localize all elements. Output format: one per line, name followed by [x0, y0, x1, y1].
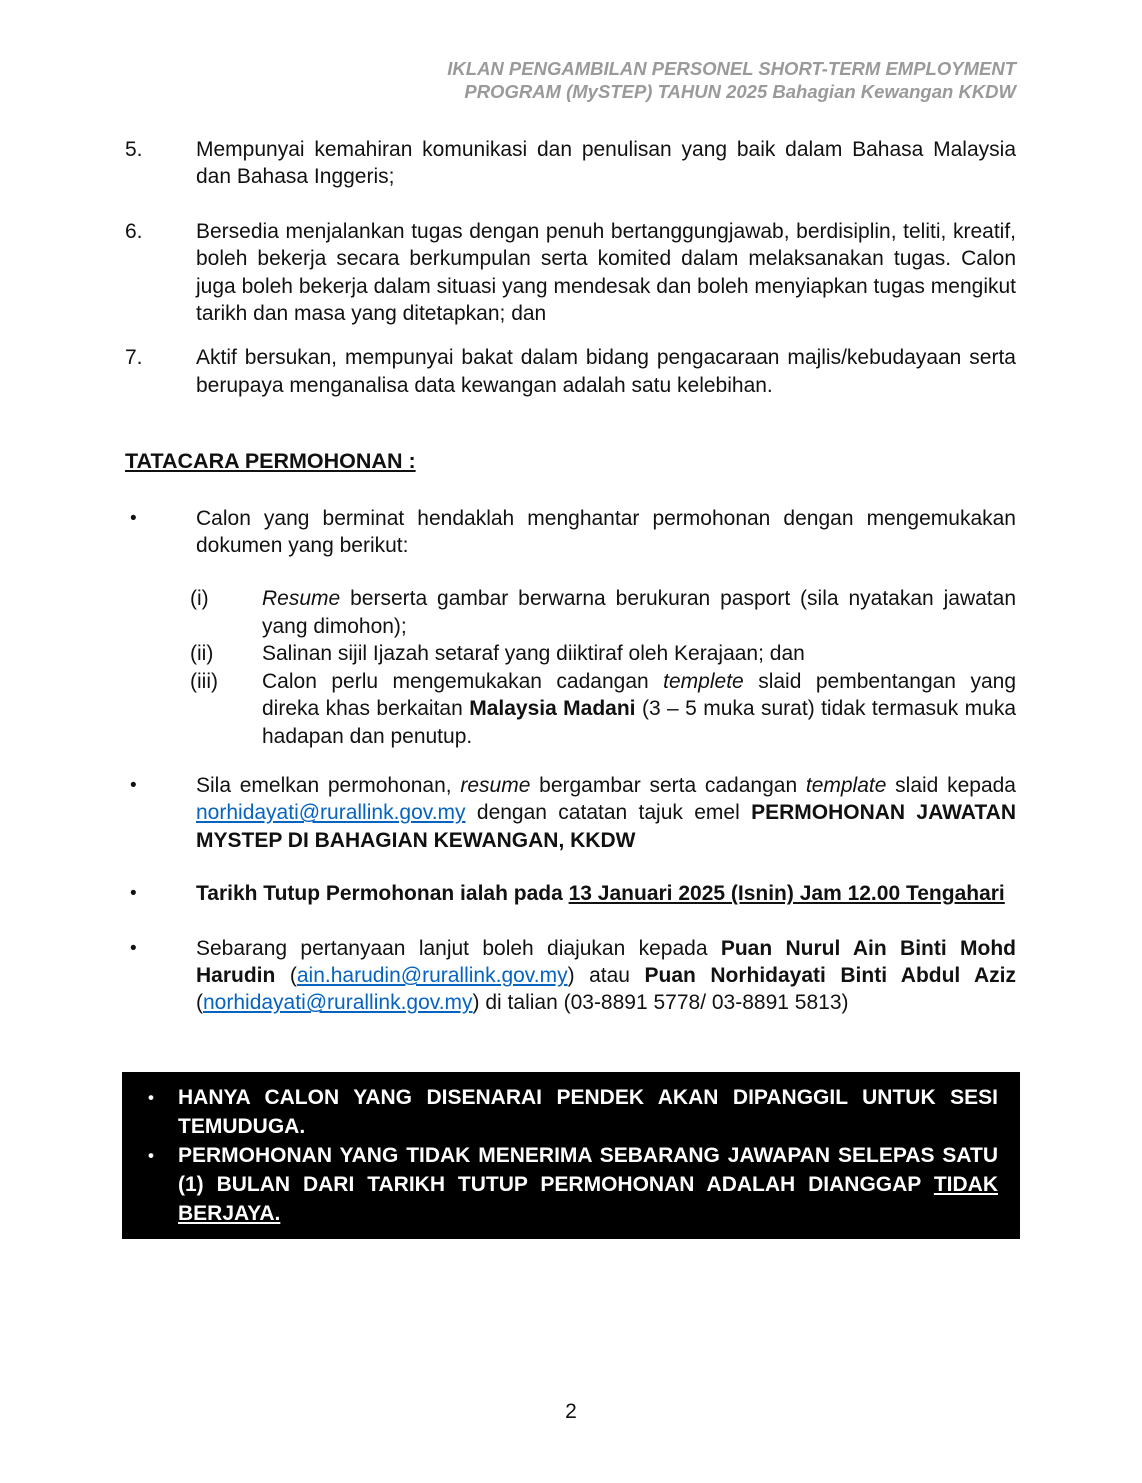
sub-item-text: [262, 668, 1016, 750]
page-number: 2: [565, 1399, 577, 1423]
section-heading: TATACARA PERMOHONAN :: [125, 449, 416, 474]
bullet-text: [196, 772, 1016, 854]
email-link[interactable]: norhidayati@rurallink.gov.my: [196, 801, 466, 825]
item-number: 6.: [125, 219, 143, 243]
numbered-item-5: [125, 136, 1016, 191]
roman-label: (iii): [190, 669, 218, 693]
notice-text: [178, 1083, 998, 1141]
sub-item-text: [262, 640, 1016, 667]
text-run: bergambar serta cadangan: [530, 773, 806, 797]
text-run: HANYA CALON YANG DISENARAI PENDEK AKAN DIPANGGIL UNTUK SESI TEMUDUGA.: [178, 1085, 998, 1138]
text-run: Sila emelkan permohonan,: [196, 773, 461, 797]
bullet-item-closing-date: [125, 880, 1016, 907]
bullet-marker: •: [148, 1145, 154, 1165]
text-run: slaid pembentangan yang direka khas berkaitan: [262, 669, 1017, 721]
text-run: dengan catatan tajuk emel: [465, 801, 752, 825]
text-run: Aktif bersukan, mempunyai bakat dalam bidang pengacaraan majlis/kebudayaan serta berupaya menganalisa data kewangan adalah satu kelebihan.: [196, 346, 1016, 397]
text-run: Resume: [262, 587, 341, 611]
text-run: template: [805, 773, 887, 797]
text-run: templete: [663, 669, 744, 693]
numbered-item-7: [125, 344, 1016, 399]
text-run: Malaysia Madani: [469, 697, 636, 721]
text-run: Puan Norhidayati Binti Abdul Aziz: [644, 963, 1016, 987]
header-note-line-2: PROGRAM (MySTEP) TAHUN 2025 Bahagian Kewangan KKDW: [464, 80, 1016, 102]
notice-text: [178, 1141, 998, 1228]
text-run: 13 Januari 2025 (Isnin) Jam 12.00 Tengahari: [568, 882, 1005, 906]
bullet-item-contact-info: [125, 935, 1016, 1017]
item-text: [196, 344, 1016, 399]
bullet-item-email-instructions: [125, 772, 1016, 854]
notice-item-no-reply: [148, 1141, 998, 1228]
bullet-marker: •: [130, 937, 137, 959]
bullet-text: [196, 505, 1016, 560]
text-run: resume: [460, 773, 531, 797]
item-text: [196, 218, 1016, 328]
bullet-item-documents-intro: [125, 505, 1016, 560]
sub-item-resume: [190, 585, 1016, 640]
header-note-line-1: IKLAN PENGAMBILAN PERSONEL SHORT-TERM EMPLOYMENT: [447, 58, 1016, 79]
text-run: PERMOHONAN YANG TIDAK MENERIMA SEBARANG JAWAPAN SELEPAS SATU (1) BULAN DARI TARIKH TUTUP PERMOHONAN ADALAH DIANGGAP: [178, 1143, 998, 1196]
text-run: Mempunyai kemahiran komunikasi dan penulisan yang baik dalam Bahasa Malaysia dan Bahasa Inggeris;: [196, 138, 1016, 189]
text-run: slaid kepada: [886, 773, 1016, 797]
text-run: ) atau: [567, 963, 645, 987]
sub-item-text: [262, 585, 1016, 640]
bullet-text: [196, 935, 1016, 1017]
text-run: Bersedia menjalankan tugas dengan penuh bertanggungjawab, berdisiplin, teliti, kreatif, boleh bekerja secara berkumpulan serta komited dalam melaksanakan tugas. Calon juga boleh bekerja dalam situasi yang mendesak dan boleh menyiapkan tugas mengikut tarikh dan masa yang ditetapkan; dan: [196, 219, 1016, 326]
roman-label: (i): [190, 587, 209, 611]
text-run: (: [275, 963, 297, 987]
bullet-marker: •: [148, 1087, 154, 1107]
text-run: Salinan sijil Ijazah setaraf yang diiktiraf oleh Kerajaan; dan: [262, 642, 805, 666]
text-run: berserta gambar berwarna berukuran pasport (sila nyatakan jawatan yang dimohon);: [262, 587, 1016, 638]
bullet-text: [196, 880, 1016, 907]
text-run: Sebarang pertanyaan lanjut boleh diajukan kepada: [196, 936, 721, 960]
bullet-marker: •: [130, 774, 137, 796]
text-run: PERMOHONAN JAWATAN MYSTEP DI BAHAGIAN KEWANGAN, KKDW: [196, 801, 1016, 852]
email-link[interactable]: ain.harudin@rurallink.gov.my: [296, 963, 568, 987]
numbered-item-6: [125, 218, 1016, 328]
bullet-marker: •: [130, 883, 137, 905]
text-run: Calon perlu mengemukakan cadangan: [262, 669, 664, 693]
text-run: Calon yang berminat hendaklah menghantar permohonan dengan mengemukakan dokumen yang berikut:: [196, 506, 1016, 558]
notice-item-shortlist: [148, 1083, 998, 1141]
text-run: Puan Nurul Ain Binti Mohd Harudin: [196, 936, 1017, 987]
bullet-marker: •: [130, 507, 137, 529]
item-text: [196, 136, 1016, 191]
text-run: (3 – 5 muka surat) tidak termasuk muka hadapan dan penutup.: [262, 697, 1017, 748]
item-number: 5.: [125, 138, 143, 161]
email-link[interactable]: norhidayati@rurallink.gov.my: [203, 991, 473, 1015]
text-run: TIDAK BERJAYA.: [178, 1172, 998, 1225]
document-header-note: [125, 58, 1016, 103]
text-run: (: [196, 991, 203, 1015]
sub-item-sijil: [190, 640, 1016, 667]
text-run: Tarikh Tutup Permohonan ialah pada: [196, 882, 569, 906]
sub-item-template: [190, 668, 1016, 750]
roman-label: (ii): [190, 642, 214, 666]
item-number: 7.: [125, 346, 143, 370]
text-run: ) di talian (03-8891 5778/ 03-8891 5813): [472, 991, 849, 1015]
notice-box: [122, 1072, 1020, 1239]
